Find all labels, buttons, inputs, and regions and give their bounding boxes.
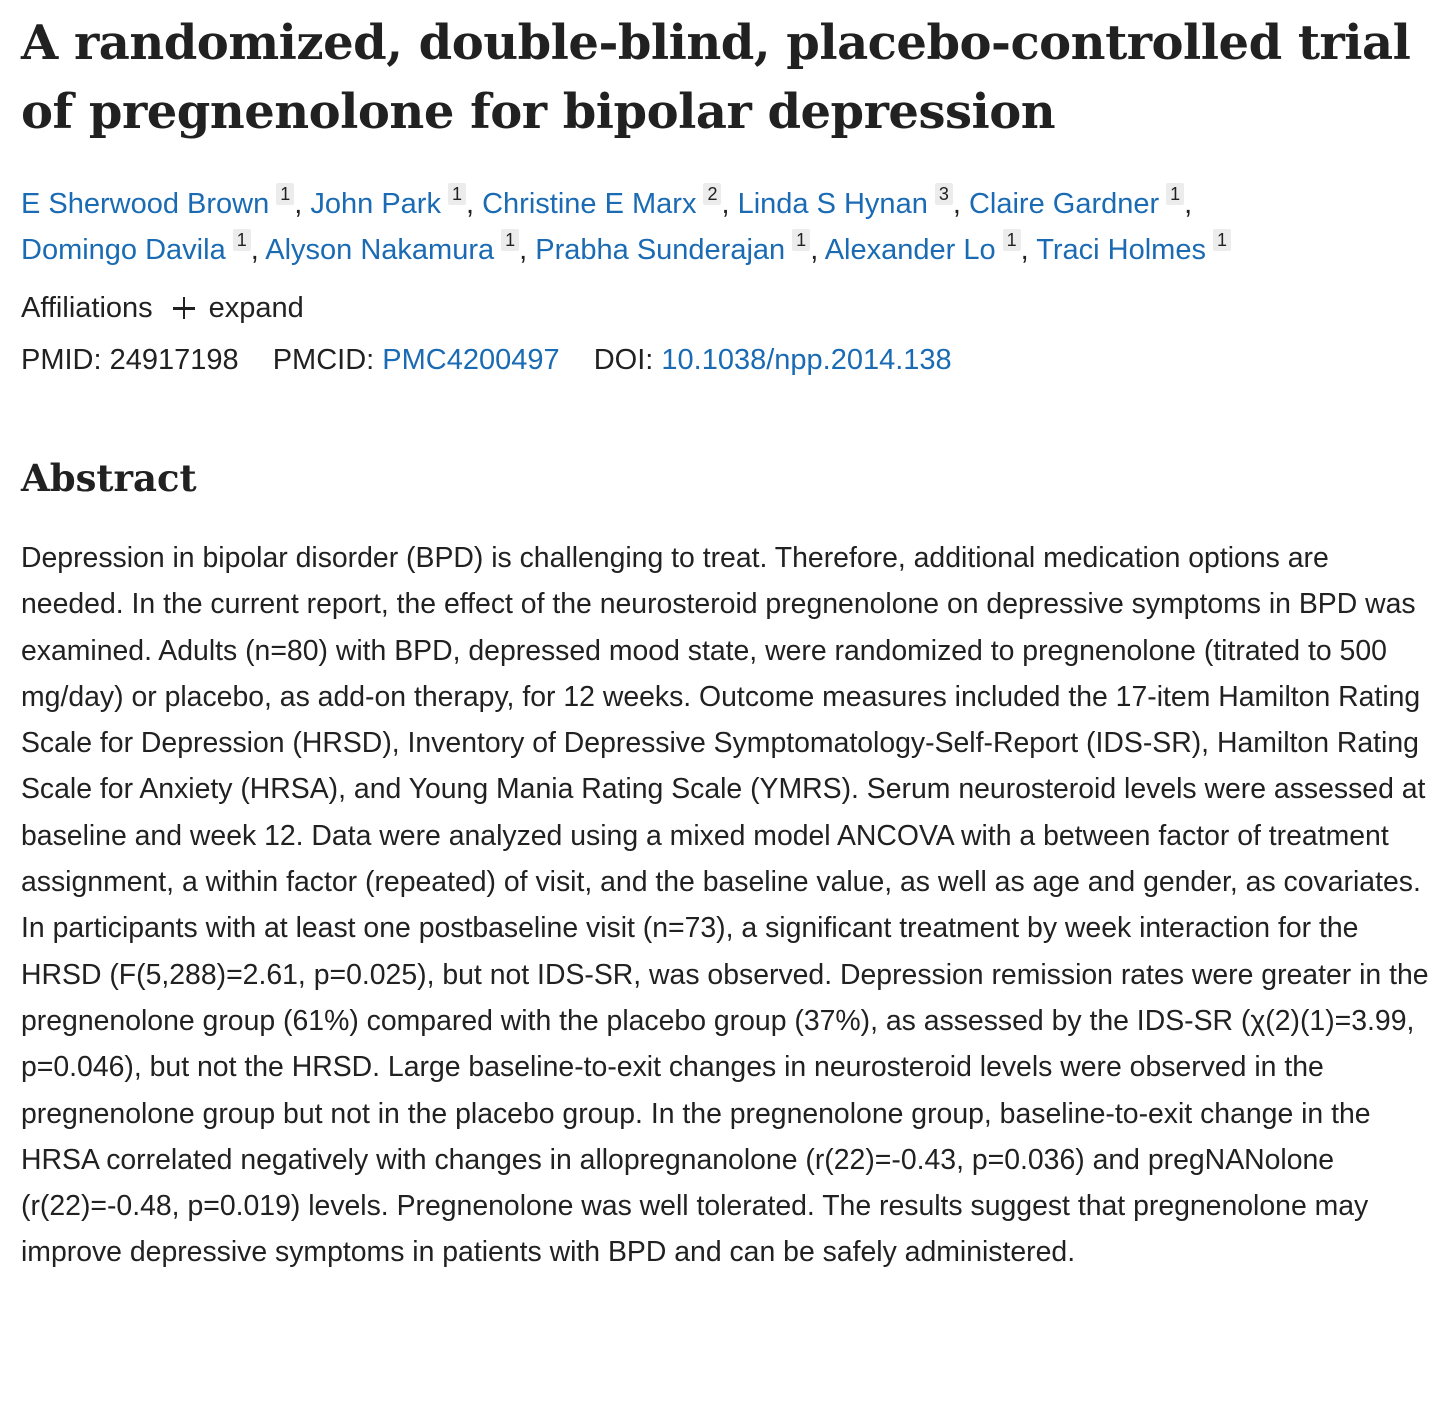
affiliations-label: Affiliations (21, 292, 153, 324)
author-separator: , (294, 188, 311, 220)
author-separator: , (250, 234, 266, 266)
pmcid-link[interactable]: PMC4200497 (382, 344, 560, 376)
doi-item (594, 341, 952, 379)
affiliation-ref[interactable]: 1 (448, 183, 466, 205)
author-link[interactable]: Christine E Marx (482, 188, 697, 220)
plus-icon (173, 297, 195, 319)
pmcid-label: PMCID: (272, 344, 375, 376)
article-page (21, 0, 1436, 1276)
affiliations-expand-button[interactable] (173, 289, 304, 327)
author-link[interactable]: John Park (310, 188, 441, 220)
affiliation-ref[interactable]: 1 (276, 183, 294, 205)
author-separator: , (519, 234, 536, 266)
pmid-label: PMID: (21, 344, 102, 376)
author-link[interactable]: Claire Gardner (968, 188, 1160, 220)
article-title: A randomized, double-blind, placebo-controlled trial of pregnenolone for bipolar depression (21, 15, 1411, 140)
affiliation-ref[interactable]: 1 (501, 229, 519, 251)
identifiers-row (21, 341, 1436, 379)
author-separator: , (952, 188, 969, 220)
expand-label: expand (208, 292, 304, 324)
author-list (21, 181, 1436, 273)
author-separator: , (1020, 234, 1037, 266)
affiliation-ref[interactable]: 2 (703, 183, 721, 205)
affiliation-ref[interactable]: 1 (792, 229, 810, 251)
doi-link[interactable]: 10.1038/npp.2014.138 (661, 344, 952, 376)
affiliation-ref[interactable]: 3 (935, 183, 953, 205)
pmid-value: 24917198 (109, 344, 239, 376)
pmcid-item (273, 341, 560, 379)
abstract-text: Depression in bipolar disorder (BPD) is challenging to treat. Therefore, additional medication options are needed. In the current report, the effect of the neurosteroid pregnenolone on depressive symptoms in BPD was examined. Adults (n=80) with BPD, depressed mood state, were randomized to pregnenolone (titrated to 500 mg/day) or placebo, as add-on therapy, for 12 weeks. Outcome measures included the 17-item Hamilton Rating Scale for Depression (HRSD), Inventory of Depressive Symptomatology-Self-Report (IDS-SR), Hamilton Rating Scale for Anxiety (HRSA), and Young Mania Rating Scale (YMRS). Serum neurosteroid levels were assessed at baseline and week 12. Data were analyzed using a mixed model ANCOVA with a between factor of treatment assignment, a within factor (repeated) of visit, and the baseline value, as well as age and gender, as covariates. In participants with at least one postbaseline visit (n=73), a significant treatment by week interaction for the HRSD (F(5,288)=2.61, p=0.025), but not IDS-SR, was observed. Depression remission rates were greater in the pregnenolone group (61%) compared with the placebo group (37%), as assessed by the IDS-SR (χ(2)(1)=3.99, p=0.046), but not the HRSD. Large baseline-to-exit changes in neurosteroid levels were observed in the pregnenolone group but not in the placebo group. In the pregnenolone group, baseline-to-exit change in the HRSA correlated negatively with changes in allopregnanolone (r(22)=-0.43, p=0.036) and pregNANolone (r(22)=-0.48, p=0.019) levels. Pregnenolone was well tolerated. The results suggest that pregnenolone may improve depressive symptoms in patients with BPD and can be safely administered. (21, 542, 1429, 1269)
pmid-item (21, 341, 239, 379)
author-separator: , (721, 188, 738, 220)
author-link[interactable]: Traci Holmes (1036, 234, 1206, 266)
author-link[interactable]: Linda S Hynan (737, 188, 928, 220)
author-link[interactable]: E Sherwood Brown (21, 188, 270, 220)
author-link[interactable]: Alyson Nakamura (265, 234, 495, 266)
author-link[interactable]: Alexander Lo (824, 234, 996, 266)
author-separator: , (465, 188, 483, 220)
affiliation-ref[interactable]: 1 (1166, 183, 1184, 205)
affiliation-ref[interactable]: 1 (1213, 229, 1231, 251)
affiliation-ref[interactable]: 1 (233, 229, 251, 251)
author-link[interactable]: Domingo Davila (21, 234, 226, 266)
affiliations-row (21, 289, 1436, 327)
author-separator: , (810, 234, 825, 266)
affiliation-ref[interactable]: 1 (1003, 229, 1021, 251)
abstract-heading: Abstract (21, 456, 197, 500)
author-separator: , (1184, 188, 1193, 220)
doi-label: DOI: (593, 344, 654, 376)
author-link[interactable]: Prabha Sunderajan (535, 234, 786, 266)
